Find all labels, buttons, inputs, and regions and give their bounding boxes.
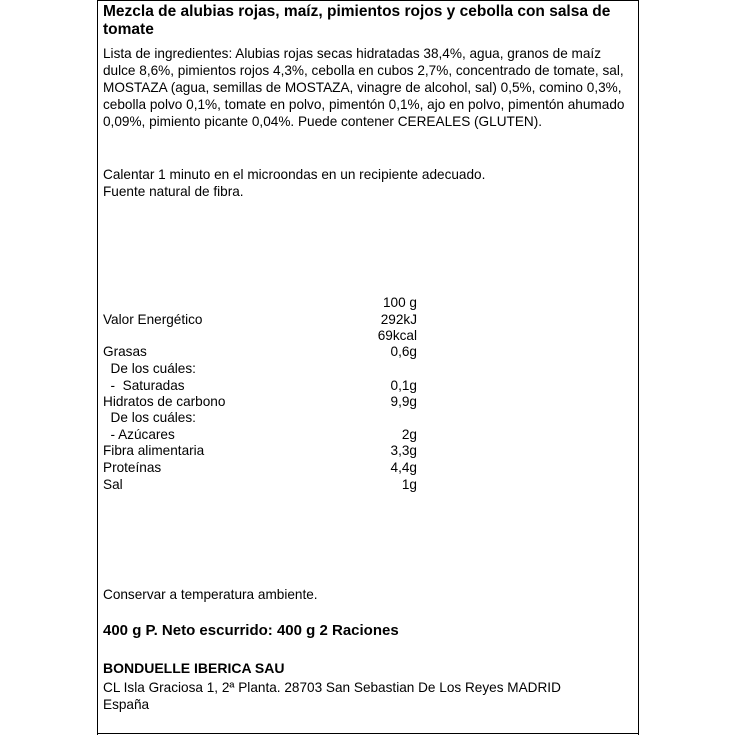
- frame-bottom-border: [97, 733, 639, 734]
- nutrition-row-value: 3,3g: [390, 443, 417, 458]
- nutrition-row-value: 0,6g: [390, 344, 417, 359]
- nutrition-row-value: 4,4g: [390, 460, 417, 475]
- net-weight: 400 g P. Neto escurrido: 400 g 2 Raciones: [103, 622, 399, 639]
- nutrition-row-value: 9,9g: [390, 394, 417, 409]
- nutrition-row-value: 2g: [401, 427, 417, 442]
- product-title: Mezcla de alubias rojas, maíz, pimientos rojos y cebolla con salsa de tomate: [103, 3, 611, 38]
- country: España: [103, 697, 150, 712]
- nutrition-row-value: 292kJ: [380, 312, 417, 327]
- company-name: BONDUELLE IBERICA SAU: [103, 660, 285, 676]
- frame-top-border: [97, 0, 639, 1]
- nutrition-row-label: De los cuáles:: [103, 361, 196, 376]
- nutrition-row-label: Valor Energético: [103, 312, 203, 327]
- nutrition-row-label: Sal: [103, 477, 123, 492]
- nutrition-row-label: Fibra alimentaria: [103, 443, 205, 458]
- nutrition-row-label: - Saturadas: [103, 378, 185, 393]
- nutrition-row-value: 0,1g: [390, 378, 417, 393]
- nutrition-row-value: 69kcal: [377, 328, 417, 343]
- nutrition-row-value: 1g: [401, 477, 417, 492]
- fiber-claim: Fuente natural de fibra.: [103, 184, 244, 199]
- heating-instructions: Calentar 1 minuto en el microondas en un recipiente adecuado.: [103, 167, 486, 182]
- ingredients-list: Lista de ingredientes: Alubias rojas secas hidratadas 38,4%, agua, granos de maíz dulce 8,6%, pimientos rojos 4,3%, cebolla en cubos 2,7%, concentrado de tomate, sal, MOSTAZA (agua, semillas de MOSTAZA, vinagre de alcohol, sal) 0,5%, comino 0,3%, cebolla polvo 0,1%, tomate en polvo, pimentón 0,1%, ajo en polvo, pimentón ahumado 0,09%, pimiento picante 0,04%. Puede contener CEREALES (GLUTEN).: [103, 46, 625, 129]
- storage-instructions: Conservar a temperatura ambiente.: [103, 587, 318, 602]
- nutrition-row-label: Grasas: [103, 344, 147, 359]
- address-line: CL Isla Graciosa 1, 2ª Planta. 28703 San Sebastian De Los Reyes MADRID: [103, 680, 561, 695]
- nutrition-row-label: - Azúcares: [103, 427, 175, 442]
- nutrition-row-label: Hidratos de carbono: [103, 394, 226, 409]
- instructions-block: [103, 166, 633, 200]
- nutrition-row-label: De los cuáles:: [103, 410, 196, 425]
- company-address: [103, 679, 633, 713]
- nutrition-header: 100 g: [382, 295, 417, 310]
- nutrition-row-label: Proteínas: [103, 460, 162, 475]
